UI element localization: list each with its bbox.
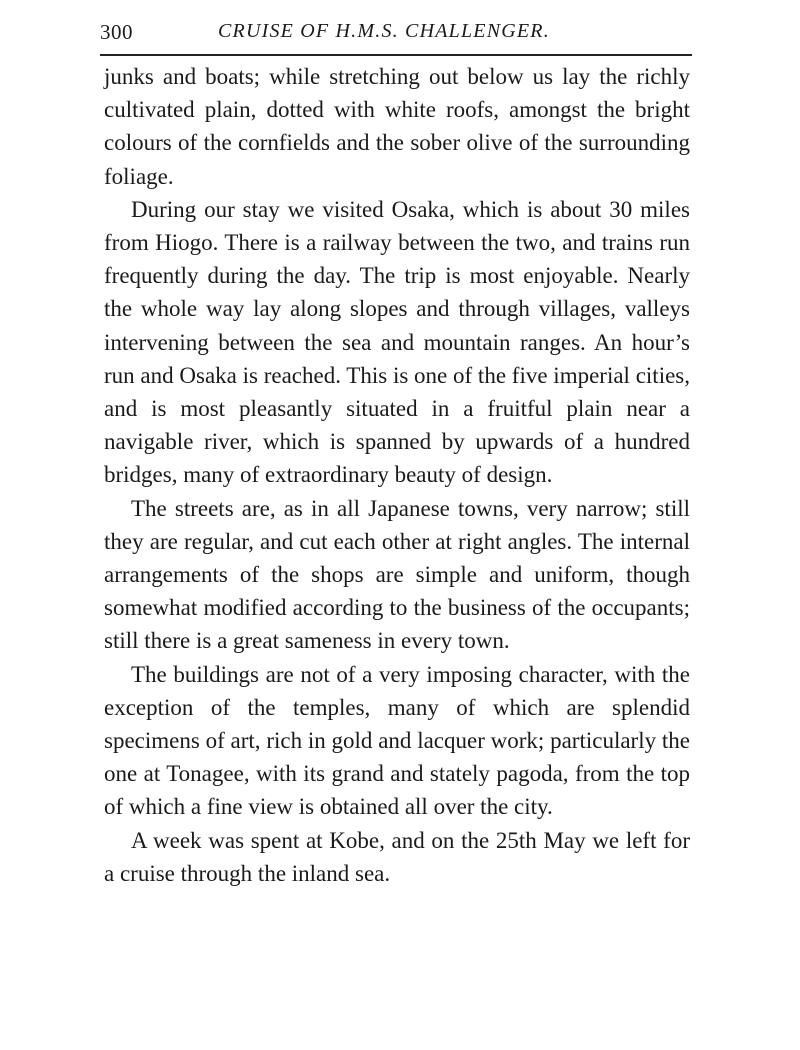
header-rule: [100, 54, 692, 56]
paragraph-osaka-visit: During our stay we visited Osaka, which is about 30 miles from Hiogo. There is a railway between the two, and trains run frequently during the day. The trip is most enjoyable. Nearly the whole way lay along slopes and through villages, valleys intervening between the sea and mountain ranges. An hour’s run and Osaka is reached. This is one of the five imperial cities, and is most pleasantly situated in a fruitful plain near a navigable river, which is spanned by upwards of a hundred bridges, many of extraordinary beauty of design.: [104, 196, 690, 488]
page-number: 300: [100, 20, 133, 44]
page-header: [100, 18, 692, 48]
body-text: [104, 60, 690, 890]
paragraph-buildings: The buildings are not of a very imposing character, with the exception of the temples, many of which are splendid specimens of art, rich in gold and lacquer work; particularly the one at Tonagee, with its grand and stately pagoda, from the top of which a fine view is obtained all over the city.: [104, 661, 690, 820]
paragraph-departure: A week was spent at Kobe, and on the 25th May we left for a cruise through the inland sea.: [104, 827, 690, 886]
running-title: CRUISE OF H.M.S. CHALLENGER.: [218, 20, 550, 42]
paragraph-streets: The streets are, as in all Japanese towns, very narrow; still they are regular, and cut each other at right angles. The internal arrangements of the shops are simple and uniform, though somewhat modified according to the business of the occupants; still there is a great sameness in every town.: [104, 495, 690, 654]
paragraph-continuation: junks and boats; while stretching out below us lay the richly cultivated plain, dotted with white roofs, amongst the bright colours of the cornfields and the sober olive of the surrounding foliage.: [104, 64, 690, 189]
